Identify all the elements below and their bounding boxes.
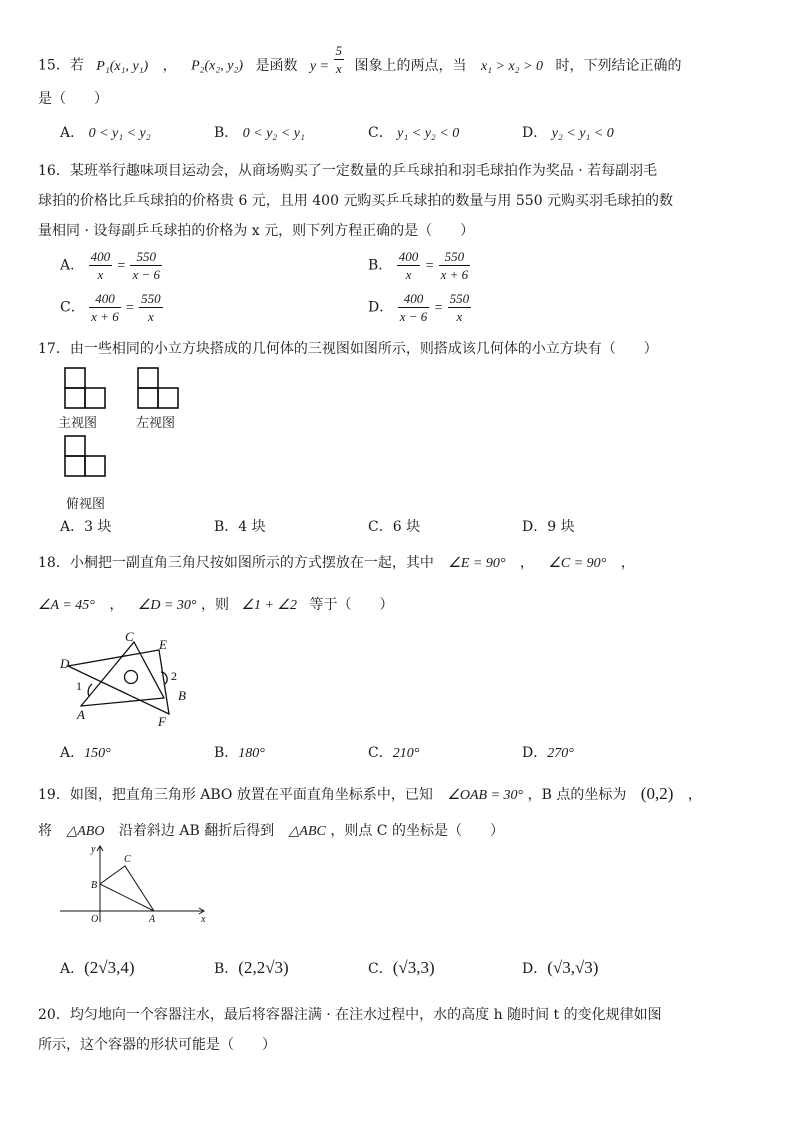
label-f: F [158,714,166,728]
frac-num: 550 [439,248,471,266]
frac-left [397,248,421,283]
label-y: y [91,844,96,855]
q15-func-frac [334,42,345,77]
label-2: 2 [171,669,177,683]
frac-den: x − 6 [132,267,160,282]
frac-den: x − 6 [399,309,428,324]
option-text: (2,2√3) [238,958,289,977]
frac-num: 400 [398,249,419,264]
label-b: B [91,880,98,891]
option-label: D． [522,961,548,977]
q18-text-equals: 等于（ ） [309,597,394,613]
q15-graph-text: 图象上的两点，当 [354,57,467,74]
q18-line1 [38,552,635,572]
option-text: 150° [84,746,111,761]
q16-option-b[interactable] [368,248,470,283]
q19-text-c: ，则点 C 的坐标是（ ） [330,823,504,839]
frac-right [139,290,163,325]
label-o: O [91,914,99,925]
option-label: D． [368,299,394,316]
top-view-label: 俯视图 [66,497,106,512]
frac-num: 400 [90,249,111,264]
label-c: C [124,854,131,865]
frac-left [89,248,113,283]
label-c: C [125,629,134,644]
option-label: D． [522,125,548,141]
option-label: C． [60,299,85,316]
q18-comma-3: ， [109,597,124,613]
q15-sep: ， [162,57,177,74]
frac-left [398,290,430,325]
triangle-rulers-figure [56,628,206,728]
label-x: x [201,914,206,925]
frac-num: 400 [398,290,430,308]
front-view-label: 主视图 [58,416,98,431]
q18-sum: ∠1 + ∠2 [241,598,297,613]
option-label: B． [368,257,393,274]
option-label: B． [214,125,239,141]
q17-option-c[interactable] [368,516,420,536]
frac-num: 550 [449,291,470,306]
q15-prefix: 15．若 [38,57,84,74]
q19-tri-abo: △ABO [66,824,105,839]
q19-text-b: ，B 点的坐标为 [527,787,627,803]
q17-option-b[interactable] [214,516,266,536]
option-label: A． [60,745,85,761]
q15-option-d[interactable] [522,122,614,142]
front-view-shape [65,368,105,408]
label-d: D [60,656,70,671]
q18-angle-c: ∠C = 90° [548,556,607,571]
option-text: y₁ < y₂ < 0 [397,126,460,141]
q19-text-jiang: 将 [38,823,52,839]
hole-circle [125,671,138,684]
triangle-abo [100,884,154,911]
q16-option-a[interactable] [60,248,162,283]
label-1: 1 [76,679,82,693]
q19-text-fold: 沿着斜边 AB 翻折后得到 [118,823,275,839]
frac-right [130,248,162,283]
frac-num: 550 [130,248,162,266]
q15-is-function: 是函数 [255,57,298,74]
frac-den: x [405,267,412,282]
option-label: D． [522,519,548,535]
option-label: C． [368,125,393,141]
q19-text: 19．如图，把直角三角形 ABO 放置在平面直角坐标系中，已知 [38,787,433,803]
q18-option-b[interactable] [214,742,265,762]
q15-cond: x₁ > x₂ > 0 [480,58,543,74]
q19-option-d[interactable] [522,958,598,978]
option-label: A． [60,257,85,274]
q15-tail: 时，下列结论正确的 [555,57,682,74]
q19-b-coord: (0,2) [640,784,674,803]
frac-den: x + 6 [91,309,119,324]
option-text: (√3,√3) [547,958,599,977]
q18-text: 18．小桐把一副直角三角尺按如图所示的方式摆放在一起，其中 [38,555,434,571]
q20-line1: 20．均匀地向一个容器注水，最后将容器注满 · 在注水过程中，水的高度 h 随时间 t 的变化规律如图 [38,1007,662,1023]
q18-angle-e: ∠E = 90° [448,556,506,571]
q15-line1 [38,43,682,83]
q19-angle: ∠OAB = 30° [447,788,524,803]
option-text: 180° [238,746,265,761]
option-text: 3 块 [84,519,112,535]
q19-tri-abc: △ABC [288,824,326,839]
q18-text-then: ，则 [200,597,229,613]
q17-option-d[interactable] [522,516,575,536]
equals: = [433,300,444,316]
frac-den: x [456,309,463,324]
q18-option-d[interactable] [522,742,574,762]
frac-right [439,248,471,283]
q17-line1: 17．由一些相同的小立方块搭成的几何体的三视图如图所示，则搭成该几何体的小立方块有（ ） [38,341,658,357]
q15-func-lhs: y = [309,58,330,74]
option-label: B． [214,519,239,535]
q15-p1: P₁(x₁, y₁) [96,58,149,74]
option-text: 270° [547,746,574,761]
equals: = [424,258,435,274]
q20-line2: 所示，这个容器的形状可能是（ ） [38,1037,276,1053]
q15-func-den: x [335,61,342,76]
q15-line2: 是（ ） [38,91,108,107]
q15-p2: P₂(x₂, y₂) [191,58,243,74]
top-view-shape [65,436,105,476]
option-label: D． [522,745,548,761]
label-e: E [159,637,167,652]
label-b: B [178,688,186,703]
option-label: C． [368,961,393,977]
q18-option-c[interactable] [368,742,419,762]
option-label: B． [214,745,239,761]
option-text: 4 块 [238,519,266,535]
q18-comma-2: ， [620,555,635,571]
frac-right [448,290,472,325]
q18-line2 [38,594,393,614]
option-label: A． [60,519,85,535]
left-view-shape [138,368,178,408]
option-label: A． [60,125,85,141]
option-label: A． [60,961,85,977]
equals: = [116,258,126,274]
frac-den: x + 6 [440,267,469,282]
option-text: (√3,3) [392,958,435,977]
q19-line2 [38,820,504,840]
q16-line1: 16．某班举行趣味项目运动会，从商场购买了一定数量的乒乓球拍和羽毛球拍作为奖品 · 若每副羽毛 [38,163,658,179]
q16-line3: 量相同 · 设每副乒乓球拍的价格为 x 元，则下列方程正确的是（ ） [38,223,475,239]
q15-option-c[interactable] [368,122,459,142]
q19-option-c[interactable] [368,958,435,978]
q15-option-b[interactable] [214,122,305,142]
frac-num: 400 [89,290,121,308]
frac-den: x [97,267,104,282]
q18-angle-d: ∠D = 30° [137,598,197,613]
label-a: A [77,707,85,722]
frac-num: 550 [141,291,161,306]
q19-line1: 19．如图，把直角三角形 ABO 放置在平面直角坐标系中，已知 ∠OAB = 30° ，B 点的坐标为 (0,2) ， [38,784,702,803]
three-view-figure [60,364,200,504]
coordinate-figure [56,842,216,926]
option-label: B． [214,961,239,977]
option-label: C． [368,519,393,535]
q19-option-b[interactable] [214,958,289,978]
option-label: C． [368,745,393,761]
q16-option-c[interactable] [60,290,163,325]
q16-option-d[interactable] [368,290,471,325]
q18-comma: ， [519,555,534,571]
q19-option-a[interactable] [60,958,135,978]
option-text: 6 块 [392,519,421,535]
option-text: 9 块 [547,519,575,535]
option-text: y₂ < y₁ < 0 [551,126,614,141]
frac-left [89,290,121,325]
option-text: 0 < y₂ < y₁ [242,126,305,141]
q18-option-a[interactable] [60,742,111,762]
q15-option-a[interactable] [60,122,151,142]
q16-line2: 球拍的价格比乒乓球拍的价格贵 6 元，且用 400 元购买乒乓球拍的数量与用 550 元购买羽毛球拍的数 [38,193,674,209]
label-a: A [149,914,156,925]
left-view-label: 左视图 [136,416,176,431]
q15-func-num: 5 [335,43,343,58]
q17-option-a[interactable] [60,516,111,536]
option-text: (2√3,4) [84,958,135,977]
option-text: 210° [392,746,420,761]
equals: = [125,300,135,316]
q18-angle-a: ∠A = 45° [38,598,95,613]
frac-den: x [147,309,154,324]
option-text: 0 < y₁ < y₂ [88,126,151,141]
